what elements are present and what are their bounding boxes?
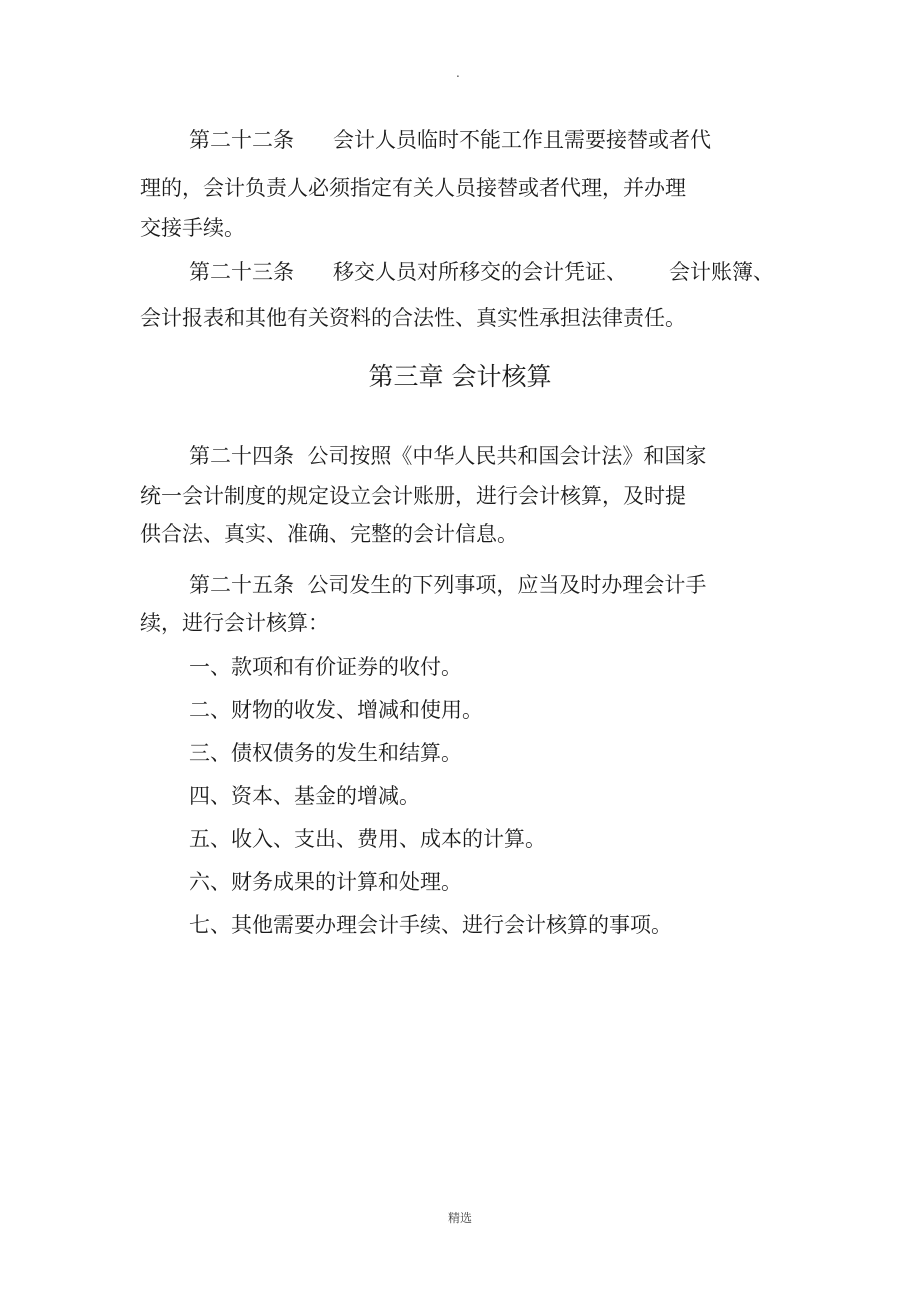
- list-item: 五、收入、支出、费用、成本的计算。: [189, 827, 546, 851]
- list-item: 七、其他需要办理会计手续、进行会计核算的事项。: [189, 913, 672, 937]
- list-item: 二、财物的收发、增减和使用。: [189, 698, 483, 722]
- article-23-line-2: 会计报表和其他有关资料的合法性、真实性承担法律责任。: [140, 306, 686, 330]
- list-item: 四、资本、基金的增减。: [189, 784, 420, 808]
- article-25-line-2: 续，进行会计核算：: [140, 611, 329, 635]
- article-24-line-3: 供合法、真实、准确、完整的会计信息。: [140, 522, 518, 546]
- article-23-heading: 第二十三条: [189, 260, 294, 284]
- list-item: 六、财务成果的计算和处理。: [189, 870, 462, 894]
- header-mark: .: [456, 66, 460, 80]
- article-23-line-1-tail: 会计账簿、: [669, 260, 774, 284]
- footer-label: 精选: [447, 1211, 472, 1225]
- article-23-line-1: 移交人员对所移交的会计凭证、: [333, 260, 627, 284]
- article-22-line-1: 会计人员临时不能工作且需要接替或者代: [333, 128, 711, 152]
- article-22-heading: 第二十二条: [189, 128, 294, 152]
- list-item: 三、债权债务的发生和结算。: [189, 741, 462, 765]
- list-item: 一、款项和有价证券的收付。: [189, 655, 462, 679]
- article-24-line-2: 统一会计制度的规定设立会计账册，进行会计核算，及时提: [140, 484, 686, 508]
- chapter-title: 第三章 会计核算: [368, 362, 552, 391]
- article-22-line-2: 理的，会计负责人必须指定有关人员接替或者代理，并办理: [140, 176, 686, 200]
- article-22-line-3: 交接手续。: [140, 216, 245, 240]
- article-25-line-1: 第二十五条 公司发生的下列事项，应当及时办理会计手: [189, 573, 707, 597]
- article-24-line-1: 第二十四条 公司按照《中华人民共和国会计法》和国家: [189, 444, 707, 468]
